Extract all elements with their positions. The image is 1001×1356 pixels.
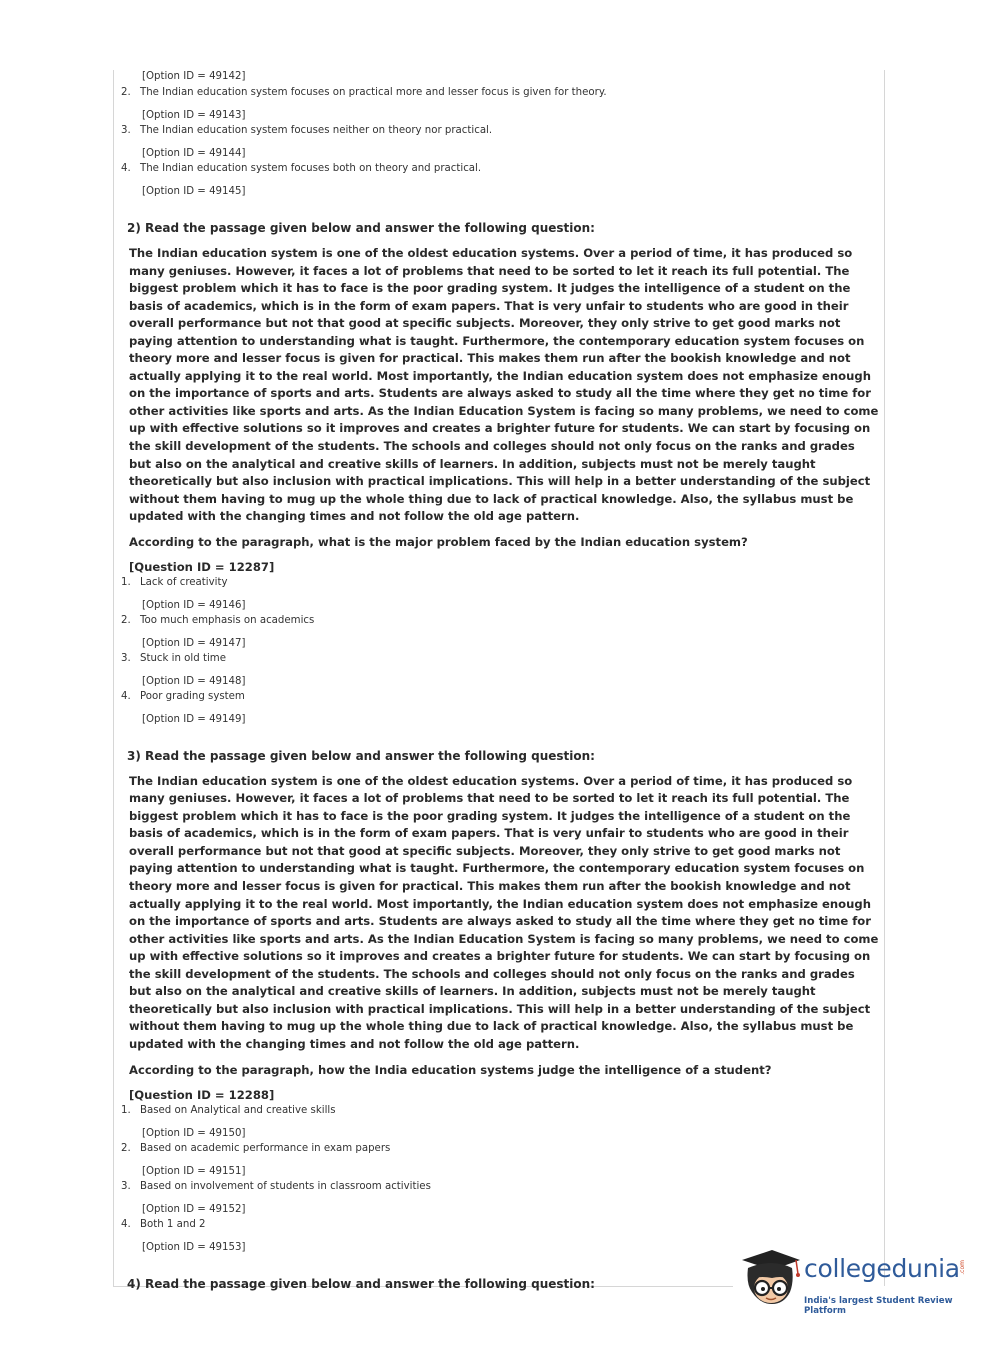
option-number: 3. — [121, 1180, 131, 1192]
question-id: [Question ID = 12287] — [129, 559, 275, 574]
option-item — [123, 1142, 873, 1156]
option-text: The Indian education system focuses neither on theory nor practical. — [140, 125, 493, 136]
option-item — [123, 1180, 873, 1194]
option-text: Both 1 and 2 — [140, 1218, 206, 1230]
right-margin-line — [884, 70, 885, 1286]
option-item — [123, 576, 873, 590]
option-item — [123, 124, 873, 138]
left-margin-line — [113, 70, 114, 1286]
option-text: Lack of creativity — [140, 576, 228, 588]
option-id: [Option ID = 49151] — [142, 1165, 246, 1177]
option-number: 4. — [121, 1218, 131, 1230]
option-id: [Option ID = 49147] — [142, 637, 246, 649]
option-id: [Option ID = 49143] — [142, 110, 246, 121]
logo-wordmark: collegedunia — [804, 1254, 960, 1283]
option-number: 4. — [121, 163, 131, 174]
option-text: Based on Analytical and creative skills — [140, 1104, 336, 1116]
option-item — [123, 690, 873, 704]
passage-text: The Indian education system is one of the oldest education systems. Over a period of time, it has produced so many geniuses. However, it faces a lot of problems that need to be sorted to let it reach its full potential. The biggest problem which it has to face is the poor grading system. It judges the intelligence of a student on the basis of academics, which is in the form of exam papers. That is very unfair to students who are good in their overall performance but not that good at specific subjects. Moreover, they only strive to get good marks not paying attention to understanding what is taught. Furthermore, the contemporary education system focuses on theory more and lesser focus is given for practical. This makes them run after the bookish knowledge and not actually applying it to the real world. Most importantly, the Indian education system does not emphasize enough on the importance of sports and arts. Students are always asked to study all the time where they get no time for other activities like sports and arts. As the Indian Education System is facing so many problems, we need to come up with effective solutions so it improves and creates a brighter future for students. We can start by focusing on the skill development of the students. The schools and colleges should not only focus on the ranks and grades but also on the analytical and creative skills of learners. In addition, subjects must not be merely taught theoretically but also inclusion with practical implications. This will help in a better understanding of the subject without them having to mug up the whole thing due to lack of practical knowledge. Also, the syllabus must be updated with the changing times and not follow the old age pattern. — [129, 246, 879, 524]
option-id: [Option ID = 49146] — [142, 599, 246, 611]
option-id: [Option ID = 49150] — [142, 1127, 246, 1139]
question-heading: 4) Read the passage given below and answer the following question: — [127, 1276, 595, 1291]
option-text: Based on academic performance in exam papers — [140, 1142, 391, 1154]
option-text: Based on involvement of students in classroom activities — [140, 1180, 431, 1192]
option-list — [123, 70, 873, 199]
collegedunia-logo — [738, 1248, 973, 1318]
option-id: [Option ID = 49153] — [142, 1241, 246, 1253]
option-id: [Option ID = 49149] — [142, 713, 246, 725]
page-content — [121, 70, 879, 1293]
option-text: Too much emphasis on academics — [140, 614, 315, 626]
option-number: 2. — [121, 614, 131, 626]
option-text: The Indian education system focuses on practical more and lesser focus is given for theory. — [140, 87, 607, 98]
option-list — [123, 576, 873, 727]
question-text: According to the paragraph, how the India education systems judge the intelligence of a student? — [129, 1062, 772, 1077]
option-number: 2. — [121, 87, 131, 98]
option-id: [Option ID = 49145] — [142, 186, 246, 197]
option-id: [Option ID = 49152] — [142, 1203, 246, 1215]
question-block-3 — [121, 748, 879, 1255]
question-block-2 — [121, 220, 879, 727]
logo-suffix: .com — [959, 1260, 966, 1275]
option-item — [123, 86, 873, 100]
passage-text: The Indian education system is one of the oldest education systems. Over a period of time, it has produced so many geniuses. However, it faces a lot of problems that need to be sorted to let it reach its full potential. The biggest problem which it has to face is the poor grading system. It judges the intelligence of a student on the basis of academics, which is in the form of exam papers. That is very unfair to students who are good in their overall performance but not that good at specific subjects. Moreover, they only strive to get good marks not paying attention to understanding what is taught. Furthermore, the contemporary education system focuses on theory more and lesser focus is given for practical. This makes them run after the bookish knowledge and not actually applying it to the real world. Most importantly, the Indian education system does not emphasize enough on the importance of sports and arts. Students are always asked to study all the time where they get no time for other activities like sports and arts. As the Indian Education System is facing so many problems, we need to come up with effective solutions so it improves and creates a brighter future for students. We can start by focusing on the skill development of the students. The schools and colleges should not only focus on the ranks and grades but also on the analytical and creative skills of learners. In addition, subjects must not be merely taught theoretically but also inclusion with practical implications. This will help in a better understanding of the subject without them having to mug up the whole thing due to lack of practical knowledge. Also, the syllabus must be updated with the changing times and not follow the old age pattern. — [129, 773, 879, 1051]
option-item — [123, 162, 873, 176]
option-item — [123, 1104, 873, 1118]
option-list — [123, 1104, 873, 1255]
logo-tagline: India's largest Student Review Platform — [804, 1296, 953, 1316]
question-text: According to the paragraph, what is the major problem faced by the Indian education system? — [129, 534, 748, 549]
question-heading: 2) Read the passage given below and answer the following question: — [127, 221, 595, 235]
option-number: 3. — [121, 652, 131, 664]
option-id: [Option ID = 49144] — [142, 148, 246, 159]
option-id: [Option ID = 49142] — [142, 71, 246, 82]
option-number: 4. — [121, 690, 131, 702]
option-text: The Indian education system focuses both on theory and practical. — [140, 163, 482, 174]
question-heading: 3) Read the passage given below and answer the following question: — [127, 748, 595, 763]
option-text: Stuck in old time — [140, 652, 226, 664]
option-item — [123, 652, 873, 666]
option-id: [Option ID = 49148] — [142, 675, 246, 687]
option-number: 3. — [121, 125, 131, 136]
option-item — [123, 614, 873, 628]
option-number: 1. — [121, 576, 131, 588]
option-item — [123, 1218, 873, 1232]
option-text: Poor grading system — [140, 690, 245, 702]
option-number: 2. — [121, 1142, 131, 1154]
mascot-icon — [738, 1248, 802, 1310]
option-number: 1. — [121, 1104, 131, 1116]
question-id: [Question ID = 12288] — [129, 1087, 275, 1102]
